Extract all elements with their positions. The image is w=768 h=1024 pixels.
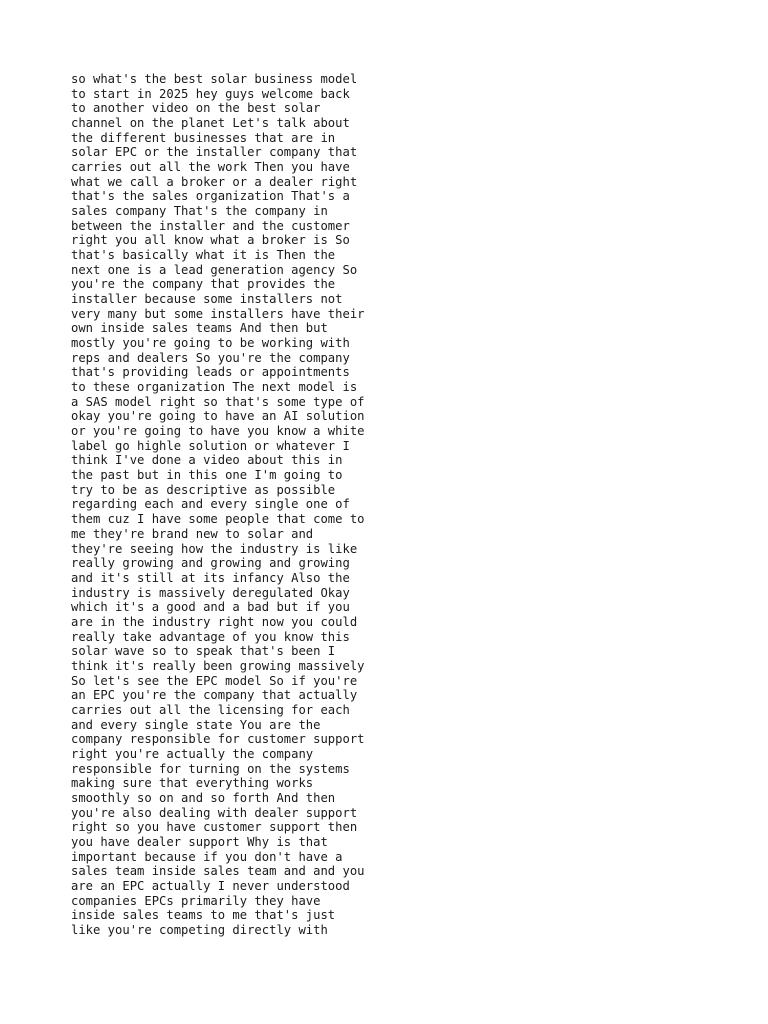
- transcript-line: or you're going to have you know a white: [71, 424, 365, 439]
- transcript-line: next one is a lead generation agency So: [71, 262, 358, 277]
- transcript-line: think I've done a video about this in: [71, 453, 343, 468]
- transcript-line: right you all know what a broker is So: [71, 233, 350, 248]
- transcript-line: they're seeing how the industry is like: [71, 541, 358, 556]
- transcript-line: between the installer and the customer: [71, 218, 350, 233]
- transcript-line: carries out all the licensing for each: [71, 702, 350, 717]
- transcript-line: industry is massively deregulated Okay: [71, 585, 350, 600]
- transcript-line: so what's the best solar business model: [71, 72, 358, 86]
- transcript-line: me they're brand new to solar and: [71, 526, 314, 541]
- transcript-line: to these organization The next model is: [71, 380, 358, 395]
- transcript-line: are an EPC actually I never understood: [71, 878, 350, 893]
- transcript-line: an EPC you're the company that actually: [71, 688, 358, 703]
- transcript-line: to another video on the best solar: [71, 101, 321, 116]
- transcript-line: installer because some installers not: [71, 292, 343, 307]
- transcript-line: okay you're going to have an AI solution: [71, 409, 365, 424]
- transcript-line: own inside sales teams And then but: [71, 321, 328, 336]
- transcript-line: smoothly so on and so forth And then: [71, 790, 336, 805]
- transcript-line: company responsible for customer support: [71, 732, 365, 747]
- transcript-line: right so you have customer support then: [71, 820, 358, 835]
- transcript-line: making sure that everything works: [71, 776, 314, 791]
- transcript-line: you have dealer support Why is that: [71, 834, 328, 849]
- transcript-line: you're also dealing with dealer support: [71, 805, 358, 820]
- transcript-line: channel on the planet Let's talk about: [71, 116, 350, 131]
- transcript-line: solar EPC or the installer company that: [71, 145, 358, 160]
- transcript-line: try to be as descriptive as possible: [71, 482, 336, 497]
- transcript-line: sales team inside sales team and and you: [71, 864, 365, 879]
- transcript-line: that's basically what it is Then the: [71, 248, 336, 263]
- transcript-line: So let's see the EPC model So if you're: [71, 673, 358, 688]
- transcript-line: the past but in this one I'm going to: [71, 468, 343, 483]
- transcript-line: like you're competing directly with: [71, 922, 328, 937]
- transcript-line: them cuz I have some people that come to: [71, 512, 365, 527]
- transcript-line: are in the industry right now you could: [71, 614, 358, 629]
- transcript-line: you're the company that provides the: [71, 277, 336, 292]
- transcript-line: that's providing leads or appointments: [71, 365, 350, 380]
- transcript-line: which it's a good and a bad but if you: [71, 600, 350, 615]
- transcript-line: label go highle solution or whatever I: [71, 438, 350, 453]
- transcript-line: really take advantage of you know this: [71, 629, 350, 644]
- transcript-line: sales company That's the company in: [71, 204, 328, 219]
- transcript-line: really growing and growing and growing: [71, 556, 350, 571]
- transcript-line: think it's really been growing massively: [71, 658, 365, 673]
- transcript-line: the different businesses that are in: [71, 130, 336, 145]
- transcript-line: mostly you're going to be working with: [71, 336, 350, 351]
- transcript-line: to start in 2025 hey guys welcome back: [71, 86, 350, 101]
- transcript-line: very many but some installers have their: [71, 306, 365, 321]
- transcript-line: reps and dealers So you're the company: [71, 350, 350, 365]
- transcript-line: solar wave so to speak that's been I: [71, 644, 336, 659]
- transcript-text: [71, 72, 711, 938]
- transcript-line: right you're actually the company: [71, 746, 314, 761]
- transcript-line: companies EPCs primarily they have: [71, 893, 321, 908]
- transcript-line: what we call a broker or a dealer right: [71, 174, 358, 189]
- transcript-line: a SAS model right so that's some type of: [71, 394, 365, 409]
- transcript-line: inside sales teams to me that's just: [71, 908, 336, 923]
- transcript-line: carries out all the work Then you have: [71, 160, 350, 175]
- transcript-line: and every single state You are the: [71, 717, 321, 732]
- transcript-line: and it's still at its infancy Also the: [71, 570, 350, 585]
- transcript-line: responsible for turning on the systems: [71, 761, 350, 776]
- transcript-line: regarding each and every single one of: [71, 497, 350, 512]
- transcript-line: important because if you don't have a: [71, 849, 343, 864]
- transcript-line: that's the sales organization That's a: [71, 189, 350, 204]
